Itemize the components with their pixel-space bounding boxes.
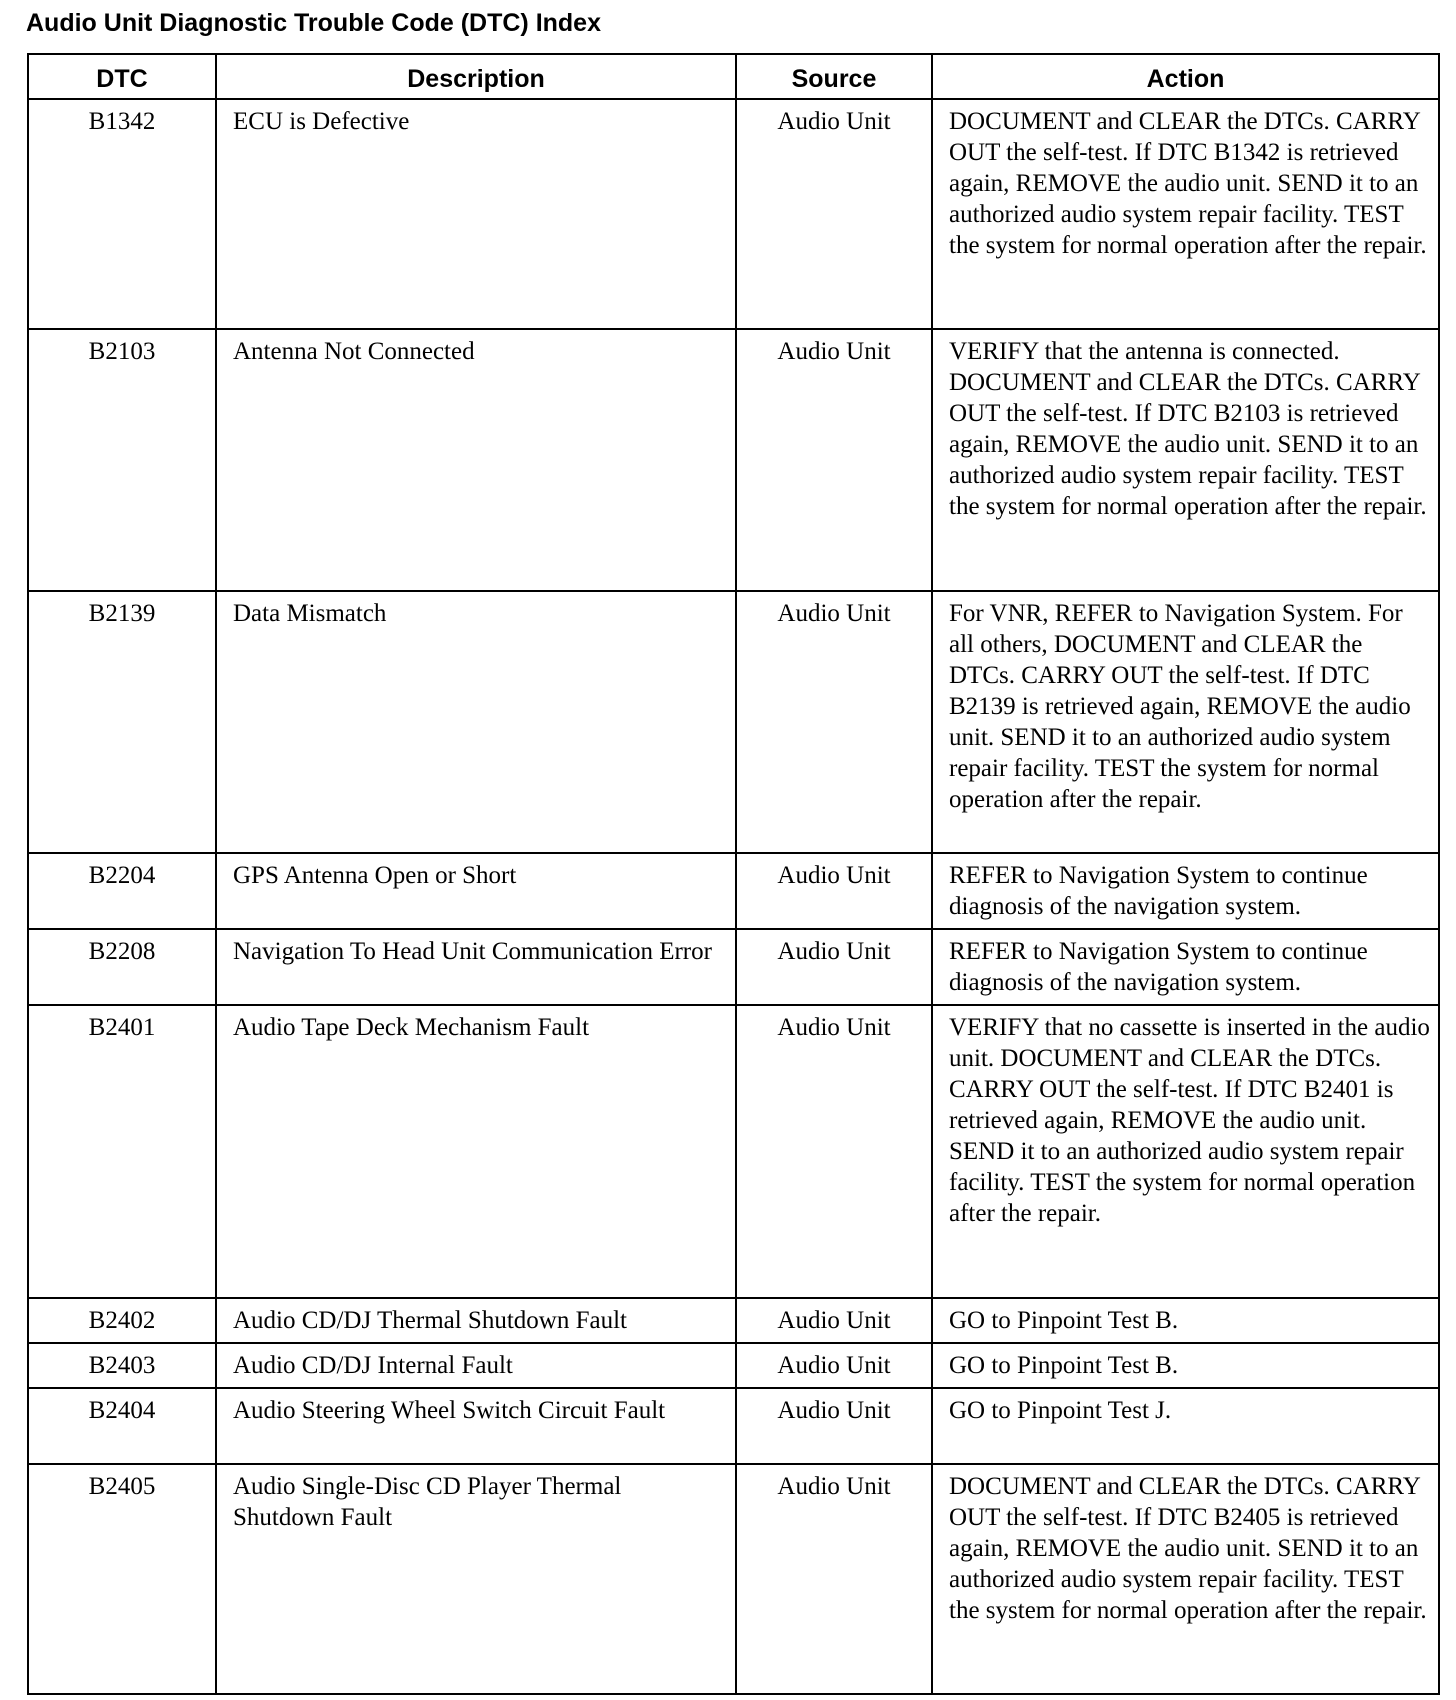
table-row	[28, 853, 1439, 929]
dtc-description: Audio CD/DJ Internal Fault	[216, 1343, 736, 1388]
dtc-source: Audio Unit	[736, 929, 932, 1005]
dtc-source: Audio Unit	[736, 329, 932, 591]
table-row	[28, 929, 1439, 1005]
dtc-code: B1342	[28, 99, 216, 329]
dtc-action: GO to Pinpoint Test B.	[932, 1298, 1439, 1343]
dtc-code: B2139	[28, 591, 216, 853]
dtc-action: VERIFY that the antenna is connected. DOCUMENT and CLEAR the DTCs. CARRY OUT the self-test. If DTC B2103 is retrieved again, REMOVE the audio unit. SEND it to an authorized audio system repair facility. TEST the system for normal operation after the repair.	[932, 329, 1439, 591]
dtc-action: GO to Pinpoint Test B.	[932, 1343, 1439, 1388]
dtc-code: B2404	[28, 1388, 216, 1464]
dtc-description: GPS Antenna Open or Short	[216, 853, 736, 929]
dtc-source: Audio Unit	[736, 1388, 932, 1464]
dtc-action: GO to Pinpoint Test J.	[932, 1388, 1439, 1464]
dtc-source: Audio Unit	[736, 1298, 932, 1343]
dtc-source: Audio Unit	[736, 591, 932, 853]
dtc-description: Data Mismatch	[216, 591, 736, 853]
dtc-code: B2401	[28, 1005, 216, 1298]
dtc-code: B2204	[28, 853, 216, 929]
dtc-action: For VNR, REFER to Navigation System. For all others, DOCUMENT and CLEAR the DTCs. CARRY OUT the self-test. If DTC B2139 is retrieved again, REMOVE the audio unit. SEND it to an authorized audio system repair facility. TEST the system for normal operation after the repair.	[932, 591, 1439, 853]
table-row	[28, 591, 1439, 853]
dtc-description: Audio CD/DJ Thermal Shutdown Fault	[216, 1298, 736, 1343]
table-row	[28, 1298, 1439, 1343]
dtc-source: Audio Unit	[736, 99, 932, 329]
table-row	[28, 1388, 1439, 1464]
table-row	[28, 99, 1439, 329]
dtc-action: DOCUMENT and CLEAR the DTCs. CARRY OUT the self-test. If DTC B1342 is retrieved again, REMOVE the audio unit. SEND it to an authorized audio system repair facility. TEST the system for normal operation after the repair.	[932, 99, 1439, 329]
page-title: Audio Unit Diagnostic Trouble Code (DTC) Index	[26, 9, 601, 37]
dtc-action: VERIFY that no cassette is inserted in the audio unit. DOCUMENT and CLEAR the DTCs. CARRY OUT the self-test. If DTC B2401 is retrieved again, REMOVE the audio unit. SEND it to an authorized audio system repair facility. TEST the system for normal operation after the repair.	[932, 1005, 1439, 1298]
dtc-description: Navigation To Head Unit Communication Error	[216, 929, 736, 1005]
column-header-source: Source	[736, 54, 932, 99]
table-row	[28, 1005, 1439, 1298]
dtc-description: ECU is Defective	[216, 99, 736, 329]
dtc-source: Audio Unit	[736, 1005, 932, 1298]
dtc-code: B2402	[28, 1298, 216, 1343]
dtc-code: B2103	[28, 329, 216, 591]
table-header-row	[28, 54, 1439, 99]
table-row	[28, 1343, 1439, 1388]
dtc-code: B2403	[28, 1343, 216, 1388]
dtc-action: DOCUMENT and CLEAR the DTCs. CARRY OUT the self-test. If DTC B2405 is retrieved again, REMOVE the audio unit. SEND it to an authorized audio system repair facility. TEST the system for normal operation after the repair.	[932, 1464, 1439, 1694]
dtc-description: Audio Steering Wheel Switch Circuit Fault	[216, 1388, 736, 1464]
dtc-code: B2208	[28, 929, 216, 1005]
dtc-code: B2405	[28, 1464, 216, 1694]
table-row	[28, 1464, 1439, 1694]
column-header-description: Description	[216, 54, 736, 99]
dtc-source: Audio Unit	[736, 1343, 932, 1388]
table-row	[28, 329, 1439, 591]
dtc-source: Audio Unit	[736, 853, 932, 929]
dtc-index-table	[27, 53, 1440, 1695]
dtc-action: REFER to Navigation System to continue diagnosis of the navigation system.	[932, 929, 1439, 1005]
column-header-action: Action	[932, 54, 1439, 99]
dtc-action: REFER to Navigation System to continue diagnosis of the navigation system.	[932, 853, 1439, 929]
dtc-description: Audio Tape Deck Mechanism Fault	[216, 1005, 736, 1298]
column-header-dtc: DTC	[28, 54, 216, 99]
dtc-source: Audio Unit	[736, 1464, 932, 1694]
dtc-description: Antenna Not Connected	[216, 329, 736, 591]
dtc-description: Audio Single-Disc CD Player Thermal Shutdown Fault	[216, 1464, 736, 1694]
